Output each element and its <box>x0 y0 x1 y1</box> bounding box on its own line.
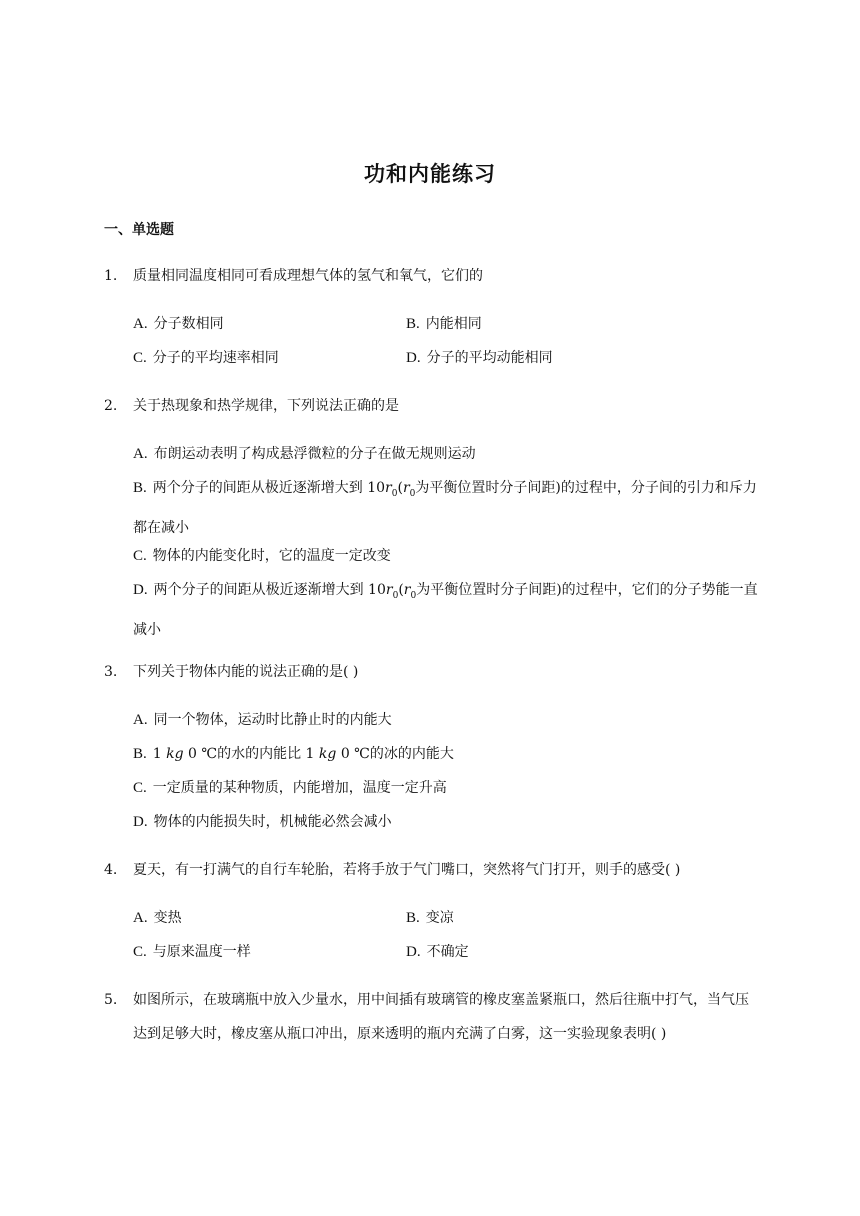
option-label: C. <box>133 780 147 796</box>
option-label: D. <box>133 582 148 598</box>
question-number: 4. <box>104 862 118 878</box>
question-number: 3. <box>104 664 118 680</box>
question-4 <box>104 853 760 887</box>
option-label: C. <box>133 548 147 564</box>
option-text-mid: 为平衡位置时分子间距)的过程中，分子间的引力和斥力都在减小 <box>133 480 757 536</box>
option-a[interactable] <box>133 703 392 737</box>
math-quantity: 1 <box>152 746 162 762</box>
option-label: A. <box>133 446 148 462</box>
question-2 <box>104 389 760 423</box>
option-text: 变凉 <box>425 910 454 926</box>
question-stem: 关于热现象和热学规律，下列说法正确的是 <box>133 398 399 414</box>
option-text: 分子的平均速率相同 <box>152 350 279 366</box>
question-3 <box>104 655 760 689</box>
question-stem: 下列关于物体内能的说法正确的是( ) <box>133 664 359 680</box>
option-text: 一定质量的某种物质，内能增加，温度一定升高 <box>152 780 447 796</box>
option-a[interactable] <box>133 901 182 935</box>
option-d[interactable] <box>406 935 469 969</box>
option-text: 物体的内能损失时，机械能必然会减小 <box>153 814 392 830</box>
option-text: 不确定 <box>426 944 469 960</box>
question-number: 5. <box>104 992 118 1008</box>
question-number: 1. <box>104 268 118 284</box>
option-label: D. <box>133 814 148 830</box>
option-text: 同一个物体，运动时比静止时的内能大 <box>153 712 392 728</box>
option-text: 物体的内能变化时，它的温度一定改变 <box>152 548 391 564</box>
option-b[interactable] <box>406 307 482 341</box>
option-label: D. <box>406 944 421 960</box>
question-stem: 如图所示，在玻璃瓶中放入少量水，用中间插有玻璃管的橡皮塞盖紧瓶口，然后往瓶中打气，当气压达到足够大时，橡皮塞从瓶口冲出，原来透明的瓶内充满了白雾，这一实验现象表明( ) <box>133 992 749 1042</box>
option-b[interactable] <box>406 901 454 935</box>
math-quantity: 1 <box>305 746 315 762</box>
question-stem: 质量相同温度相同可看成理想气体的氢气和氧气，它们的 <box>133 268 483 284</box>
question-1 <box>104 259 760 293</box>
option-a[interactable] <box>133 437 476 471</box>
option-text-pre: 两个分子的间距从极近逐渐增大到 <box>153 582 364 598</box>
section-heading: 一、单选题 <box>104 222 174 238</box>
question-number: 2. <box>104 398 118 414</box>
option-c[interactable] <box>133 935 251 969</box>
option-label: B. <box>133 480 147 496</box>
option-a[interactable] <box>133 307 224 341</box>
option-b[interactable] <box>133 471 759 545</box>
math-temp: 0 ℃ <box>188 746 218 762</box>
option-text: 与原来温度一样 <box>152 944 251 960</box>
math-temp: 0 ℃ <box>340 746 370 762</box>
option-text: 布朗运动表明了构成悬浮微粒的分子在做无规则运动 <box>153 446 476 462</box>
option-d[interactable] <box>406 341 553 375</box>
option-text: 分子数相同 <box>153 316 224 332</box>
option-text-mid: 为平衡位置时分子间距)的过程中，它们的分子势能一直减小 <box>133 582 758 638</box>
math-r0-10: $10r_0(r_0$ <box>367 480 416 499</box>
option-text: 分子的平均动能相同 <box>426 350 553 366</box>
option-c[interactable] <box>133 539 391 573</box>
option-label: B. <box>406 316 420 332</box>
option-text-mid: 的水的内能比 <box>217 746 302 762</box>
option-label: A. <box>133 316 148 332</box>
option-text-pre: 两个分子的间距从极近逐渐增大到 <box>152 480 363 496</box>
option-label: C. <box>133 350 147 366</box>
question-5 <box>104 983 760 1051</box>
option-b[interactable] <box>133 737 454 771</box>
page-title: 功和内能练习 <box>364 162 496 186</box>
option-c[interactable] <box>133 771 447 805</box>
option-label: A. <box>133 910 148 926</box>
option-label: C. <box>133 944 147 960</box>
math-unit: kg <box>318 746 337 762</box>
option-text: 内能相同 <box>425 316 482 332</box>
option-label: B. <box>406 910 420 926</box>
question-stem: 夏天，有一打满气的自行车轮胎，若将手放于气门嘴口，突然将气门打开，则手的感受( ) <box>133 862 681 878</box>
option-d[interactable] <box>133 573 759 647</box>
math-r0-10: $10r_0(r_0$ <box>368 582 417 601</box>
option-label: B. <box>133 746 147 762</box>
option-label: A. <box>133 712 148 728</box>
option-c[interactable] <box>133 341 279 375</box>
option-d[interactable] <box>133 805 392 839</box>
option-label: D. <box>406 350 421 366</box>
option-text-end: 的冰的内能大 <box>369 746 454 762</box>
math-unit: kg <box>166 746 184 762</box>
option-text: 变热 <box>153 910 182 926</box>
